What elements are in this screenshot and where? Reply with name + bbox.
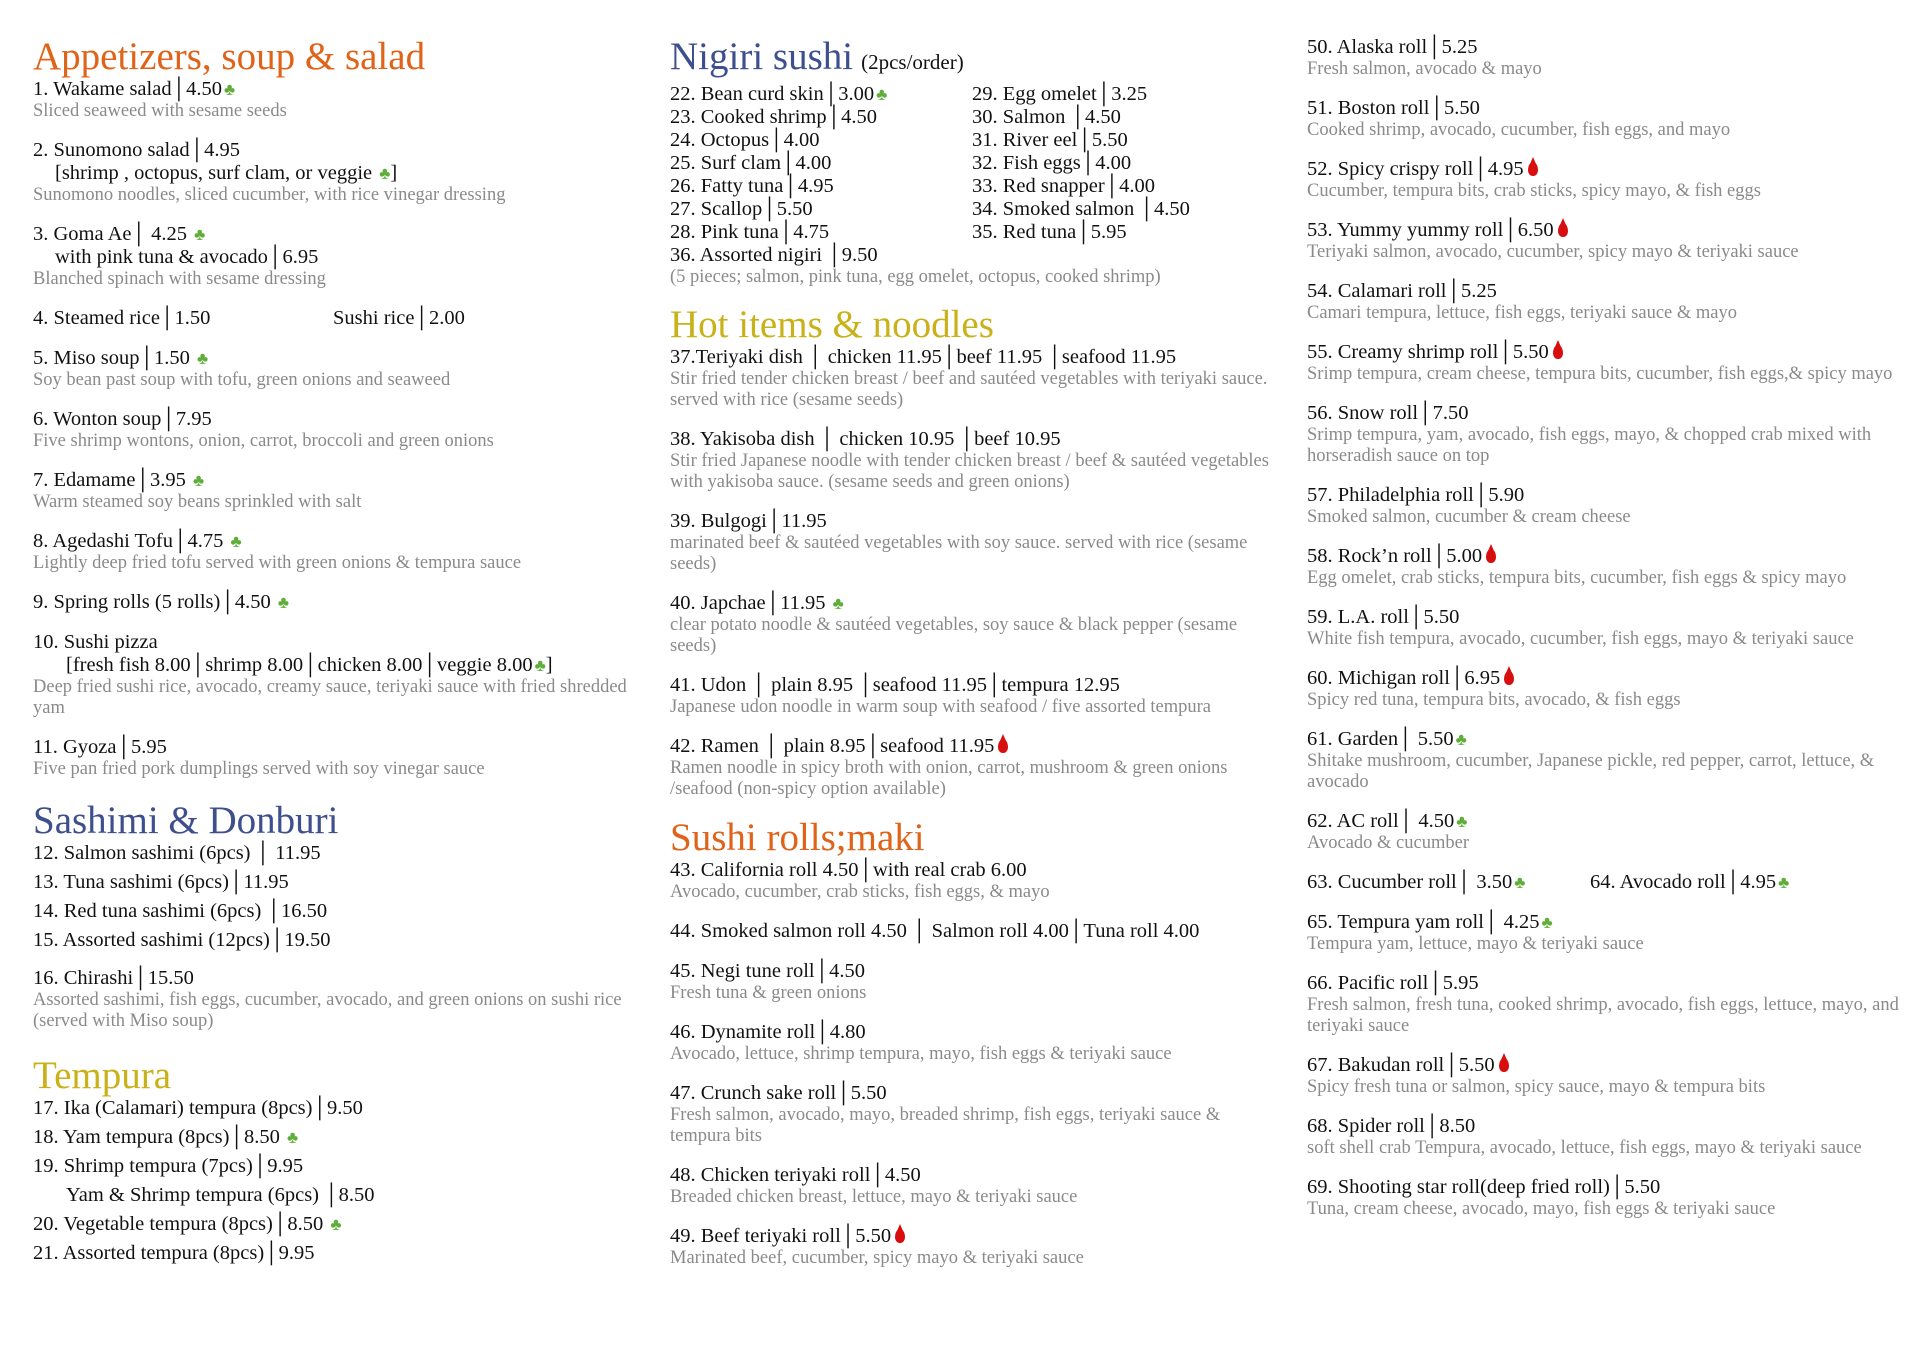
- menu-item: [1307, 341, 1907, 385]
- item-desc: Ramen noodle in spicy broth with onion, carrot, mushroom & green onions /seafood (non-spicy option available): [670, 758, 1228, 799]
- item-line: 35. Red tuna│5.95: [972, 221, 1127, 243]
- item-desc: marinated beef & sautéed vegetables with soy sauce. served with rice (sesame seeds): [670, 533, 1248, 574]
- menu-item: [670, 592, 1280, 657]
- item-line: 2. Sunomono salad│4.95: [33, 139, 240, 161]
- menu-item: [1307, 545, 1907, 589]
- menu-item: [33, 307, 633, 330]
- menu-item: [670, 674, 1280, 718]
- menu-item: [670, 1225, 1280, 1269]
- item-line: 51. Boston roll│5.50: [1307, 97, 1480, 119]
- item-desc: Sliced seaweed with sesame seeds: [33, 101, 287, 121]
- menu-item: [1307, 871, 1907, 894]
- menu-item: [1307, 484, 1907, 528]
- item-line: 9. Spring rolls (5 rolls)│4.50: [33, 591, 271, 613]
- menu-item: [670, 428, 1280, 493]
- item-line: 3. Goma Ae│ 4.25: [33, 223, 188, 245]
- item-subline: with pink tuna & avocado│6.95: [55, 246, 319, 268]
- item-desc: Smoked salmon, cucumber & cream cheese: [1307, 507, 1631, 527]
- item-line: 61. Garden│ 5.50: [1307, 728, 1454, 750]
- item-line: 29. Egg omelet│3.25: [972, 83, 1148, 105]
- item-desc: Srimp tempura, yam, avocado, fish eggs, mayo, & chopped crab mixed with horseradish sauce on top: [1307, 425, 1872, 466]
- menu-item: [670, 859, 1280, 903]
- section-title-nigiri: Nigiri sushi: [670, 35, 854, 78]
- club-icon: ♣: [286, 1128, 299, 1147]
- item-line: 37.Teriyaki dish │ chicken 11.95│beef 11.95 │seafood 11.95: [670, 346, 1177, 368]
- item-desc: Warm steamed soy beans sprinkled with salt: [33, 492, 362, 512]
- club-icon: ♣: [1778, 873, 1790, 892]
- column-left: [33, 36, 633, 1265]
- item-line: 34. Smoked salmon │4.50: [972, 198, 1190, 220]
- item-line: 41. Udon │ plain 8.95 │seafood 11.95│tempura 12.95: [670, 674, 1120, 696]
- menu-item: [1307, 1176, 1907, 1220]
- menu-item: [670, 346, 1280, 411]
- item-desc: Stir fried tender chicken breast / beef and sautéed vegetables with teriyaki sauce. served with rice (sesame seeds): [670, 369, 1268, 410]
- club-icon: ♣: [194, 225, 206, 244]
- item-line: 10. Sushi pizza: [33, 631, 158, 653]
- club-icon: ♣: [197, 349, 209, 368]
- menu-item: [33, 591, 633, 614]
- club-icon: ♣: [223, 80, 236, 99]
- item-line: 46. Dynamite roll│4.80: [670, 1021, 866, 1043]
- item-line: 56. Snow roll│7.50: [1307, 402, 1469, 424]
- item-line: 23. Cooked shrimp│4.50: [670, 106, 877, 128]
- item-line: 67. Bakudan roll│5.50: [1307, 1054, 1495, 1076]
- item-subline: [fresh fish 8.00│shrimp 8.00│chicken 8.00│veggie 8.00: [66, 654, 533, 676]
- item-line: 1. Wakame salad│4.50: [33, 78, 222, 100]
- item-desc: Avocado, cucumber, crab sticks, fish eggs, & mayo: [670, 882, 1050, 902]
- menu-item: [1307, 1054, 1907, 1098]
- section-subtitle-nigiri: (2pcs/order): [861, 50, 964, 74]
- menu-item: [1307, 97, 1907, 141]
- item-subline-tail: ]: [390, 162, 398, 184]
- item-line: 31. River eel│5.50: [972, 129, 1128, 151]
- menu-item: [1307, 972, 1907, 1037]
- section-title-tempura: Tempura: [33, 1054, 172, 1097]
- item-line: 52. Spicy crispy roll│4.95: [1307, 158, 1524, 180]
- item-line: 65. Tempura yam roll│ 4.25: [1307, 911, 1540, 933]
- item-line: 26. Fatty tuna│4.95: [670, 175, 834, 197]
- item-desc: Spicy fresh tuna or salmon, spicy sauce, mayo & tempura bits: [1307, 1077, 1766, 1097]
- item-line: 53. Yummy yummy roll│6.50: [1307, 219, 1554, 241]
- item-line: 50. Alaska roll│5.25: [1307, 36, 1478, 58]
- spicy-drop-icon: [1553, 345, 1563, 359]
- nigiri-grid: [670, 83, 1280, 244]
- club-icon: ♣: [379, 164, 391, 183]
- item-desc: Shitake mushroom, cucumber, Japanese pickle, red pepper, carrot, lettuce, & avocado: [1307, 751, 1875, 792]
- item-subline-tail: ]: [545, 654, 553, 676]
- item-line-b: Sushi rice│2.00: [333, 307, 465, 329]
- menu-item: [33, 736, 633, 780]
- club-icon: ♣: [1455, 730, 1467, 749]
- spicy-drop-icon: [1499, 1058, 1509, 1072]
- item-desc: Camari tempura, lettuce, fish eggs, teriyaki sauce & mayo: [1307, 303, 1737, 323]
- item-line: 7. Edamame│3.95: [33, 469, 186, 491]
- item-desc: Sunomono noodles, sliced cucumber, with rice vinegar dressing: [33, 185, 506, 205]
- item-line: 69. Shooting star roll(deep fried roll)│5.50: [1307, 1176, 1661, 1198]
- item-desc: Deep fried sushi rice, avocado, creamy sauce, teriyaki sauce with fried shredded yam: [33, 677, 627, 718]
- item-line: 28. Pink tuna│4.75: [670, 221, 830, 243]
- item-desc: Stir fried Japanese noodle with tender chicken breast / beef & sautéed vegetables with yakisoba sauce. (sesame seeds and green onions): [670, 451, 1269, 492]
- item-line: 5. Miso soup│1.50: [33, 347, 190, 369]
- menu-item: [670, 1021, 1280, 1065]
- item-line: 32. Fish eggs│4.00: [972, 152, 1132, 174]
- item-desc: clear potato noodle & sautéed vegetables, soy sauce & black pepper (sesame seeds): [670, 615, 1238, 656]
- item-desc: Marinated beef, cucumber, spicy mayo & teriyaki sauce: [670, 1248, 1084, 1268]
- menu-item: [670, 920, 1280, 943]
- item-desc: Assorted sashimi, fish eggs, cucumber, avocado, and green onions on sushi rice (served with Miso soup): [33, 990, 622, 1031]
- item-desc: Five shrimp wontons, onion, carrot, broccoli and green onions: [33, 431, 494, 451]
- item-desc: White fish tempura, avocado, cucumber, fish eggs, mayo & teriyaki sauce: [1307, 629, 1854, 649]
- club-icon: ♣: [1541, 913, 1553, 932]
- menu-item: [670, 1082, 1280, 1147]
- club-icon: ♣: [534, 656, 546, 675]
- item-line: 21. Assorted tempura (8pcs)│9.95: [33, 1242, 315, 1264]
- menu-item: [670, 510, 1280, 575]
- item-line: 42. Ramen │ plain 8.95│seafood 11.95: [670, 735, 995, 757]
- item-desc: Spicy red tuna, tempura bits, avocado, & fish eggs: [1307, 690, 1681, 710]
- item-line-b: 64. Avocado roll│4.95: [1590, 871, 1777, 893]
- item-desc: Cooked shrimp, avocado, cucumber, fish eggs, and mayo: [1307, 120, 1731, 140]
- item-line: 59. L.A. roll│5.50: [1307, 606, 1460, 628]
- spicy-drop-icon: [998, 739, 1008, 753]
- item-desc: Fresh tuna & green onions: [670, 983, 867, 1003]
- spicy-drop-icon: [1558, 223, 1568, 237]
- club-icon: ♣: [1456, 812, 1468, 831]
- item-desc: Japanese udon noodle in warm soup with seafood / five assorted tempura: [670, 697, 1211, 717]
- item-line: 49. Beef teriyaki roll│5.50: [670, 1225, 892, 1247]
- section-title-appetizers: Appetizers, soup & salad: [33, 35, 426, 78]
- item-line: 11. Gyoza│5.95: [33, 736, 167, 758]
- item-line: 20. Vegetable tempura (8pcs)│8.50: [33, 1213, 324, 1235]
- item-line: 33. Red snapper│4.00: [972, 175, 1156, 197]
- item-line: 4. Steamed rice│1.50: [33, 307, 211, 329]
- menu-item: [670, 1164, 1280, 1208]
- menu-item: [33, 408, 633, 452]
- menu-item: [1307, 667, 1907, 711]
- club-icon: ♣: [1514, 873, 1526, 892]
- item-desc: Soy bean past soup with tofu, green onions and seaweed: [33, 370, 451, 390]
- item-line: 38. Yakisoba dish │ chicken 10.95 │beef 10.95: [670, 428, 1061, 450]
- item-desc: Avocado, lettuce, shrimp tempura, mayo, fish eggs & teriyaki sauce: [670, 1044, 1172, 1064]
- spicy-drop-icon: [1504, 671, 1514, 685]
- item-line: 17. Ika (Calamari) tempura (8pcs)│9.50: [33, 1097, 363, 1119]
- item-line: 18. Yam tempura (8pcs)│8.50: [33, 1126, 280, 1148]
- item-line: 66. Pacific roll│5.95: [1307, 972, 1479, 994]
- item-line: 12. Salmon sashimi (6pcs) │ 11.95: [33, 842, 321, 864]
- spicy-drop-icon: [1486, 549, 1496, 563]
- menu-item: [33, 78, 633, 122]
- item-desc: Avocado & cucumber: [1307, 833, 1469, 853]
- section-title-sashimi: Sashimi & Donburi: [33, 799, 339, 842]
- item-line: 55. Creamy shrimp roll│5.50: [1307, 341, 1549, 363]
- spicy-drop-icon: [1528, 162, 1538, 176]
- item-subline: [shrimp , octopus, surf clam, or veggie: [55, 162, 373, 184]
- item-line: 6. Wonton soup│7.95: [33, 408, 212, 430]
- item-desc: Tuna, cream cheese, avocado, mayo, fish eggs & teriyaki sauce: [1307, 1199, 1776, 1219]
- club-icon: ♣: [330, 1215, 342, 1234]
- item-line: 48. Chicken teriyaki roll│4.50: [670, 1164, 921, 1186]
- item-desc: Teriyaki salmon, avocado, cucumber, spicy mayo & teriyaki sauce: [1307, 242, 1799, 262]
- item-desc: Fresh salmon, fresh tuna, cooked shrimp, avocado, fish eggs, lettuce, mayo, and teriyaki sauce: [1307, 995, 1899, 1036]
- menu-item: [33, 530, 633, 574]
- item-desc: soft shell crab Tempura, avocado, lettuce, fish eggs, mayo & teriyaki sauce: [1307, 1138, 1862, 1158]
- menu-item: [1307, 402, 1907, 467]
- item-line: 25. Surf clam│4.00: [670, 152, 832, 174]
- club-icon: ♣: [192, 471, 205, 490]
- menu-item: [1307, 911, 1907, 955]
- club-icon: ♣: [876, 85, 888, 104]
- menu-item: [33, 967, 633, 1032]
- item-line: 24. Octopus│4.00: [670, 129, 820, 151]
- item-desc: Fresh salmon, avocado & mayo: [1307, 59, 1542, 79]
- menu-item: [1307, 219, 1907, 263]
- item-line: 14. Red tuna sashimi (6pcs) │16.50: [33, 900, 328, 922]
- item-line: 68. Spider roll│8.50: [1307, 1115, 1476, 1137]
- item-line: 8. Agedashi Tofu│4.75: [33, 530, 224, 552]
- item-desc: Lightly deep fried tofu served with green onions & tempura sauce: [33, 553, 522, 573]
- item-line: 43. California roll 4.50│with real crab 6.00: [670, 859, 1027, 881]
- item-line: 57. Philadelphia roll│5.90: [1307, 484, 1525, 506]
- item-line: 44. Smoked salmon roll 4.50 │ Salmon roll 4.00│Tuna roll 4.00: [670, 920, 1200, 942]
- item-desc: Blanched spinach with sesame dressing: [33, 269, 326, 289]
- item-line: 47. Crunch sake roll│5.50: [670, 1082, 887, 1104]
- item-line: 13. Tuna sashimi (6pcs)│11.95: [33, 871, 289, 893]
- item-desc: Five pan fried pork dumplings served with soy vinegar sauce: [33, 759, 485, 779]
- item-line: 60. Michigan roll│6.95: [1307, 667, 1501, 689]
- menu-item: [1307, 606, 1907, 650]
- menu-item: [1307, 36, 1907, 80]
- item-desc: Cucumber, tempura bits, crab sticks, spicy mayo, & fish eggs: [1307, 181, 1761, 201]
- item-line: 16. Chirashi│15.50: [33, 967, 194, 989]
- item-line: 15. Assorted sashimi (12pcs)│19.50: [33, 929, 331, 951]
- menu-item: [33, 139, 633, 206]
- item-line: 19. Shrimp tempura (7pcs)│9.95: [33, 1155, 304, 1177]
- item-line: 39. Bulgogi│11.95: [670, 510, 827, 532]
- column-right: [1307, 36, 1907, 1237]
- item-line: 63. Cucumber roll│ 3.50: [1307, 871, 1513, 893]
- item-line: 22. Bean curd skin│3.00: [670, 83, 875, 105]
- item-desc: Tempura yam, lettuce, mayo & teriyaki sauce: [1307, 934, 1644, 954]
- menu-item: [1307, 158, 1907, 202]
- item-line: 27. Scallop│5.50: [670, 198, 813, 220]
- spicy-drop-icon: [895, 1229, 905, 1243]
- item-line: 40. Japchae│11.95: [670, 592, 826, 614]
- club-icon: ♣: [277, 593, 290, 612]
- item-line: 54. Calamari roll│5.25: [1307, 280, 1497, 302]
- item-desc: Egg omelet, crab sticks, tempura bits, cucumber, fish eggs & spicy mayo: [1307, 568, 1847, 588]
- item-desc: (5 pieces; salmon, pink tuna, egg omelet, octopus, cooked shrimp): [670, 267, 1161, 287]
- item-line: 36. Assorted nigiri │9.50: [670, 244, 878, 266]
- menu-item: [1307, 728, 1907, 793]
- item-desc: Srimp tempura, cream cheese, tempura bits, cucumber, fish eggs,& spicy mayo: [1307, 364, 1893, 384]
- club-icon: ♣: [832, 594, 844, 613]
- club-icon: ♣: [230, 532, 242, 551]
- menu-item: [33, 469, 633, 513]
- menu-item: [1307, 1115, 1907, 1159]
- menu-item: [33, 223, 633, 290]
- column-middle: [670, 36, 1280, 1286]
- item-line: 58. Rock’n roll│5.00: [1307, 545, 1483, 567]
- menu-item: [1307, 810, 1907, 854]
- menu-item: [670, 960, 1280, 1004]
- item-desc: Fresh salmon, avocado, mayo, breaded shrimp, fish eggs, teriyaki sauce & tempura bits: [670, 1105, 1221, 1146]
- section-title-hot: Hot items & noodles: [670, 303, 994, 346]
- item-line: Yam & Shrimp tempura (6pcs) │8.50: [66, 1184, 375, 1206]
- item-line: 62. AC roll│ 4.50: [1307, 810, 1455, 832]
- menu-item: [33, 347, 633, 391]
- menu-item: [670, 735, 1280, 800]
- menu-item: [1307, 280, 1907, 324]
- item-line: 30. Salmon │4.50: [972, 106, 1121, 128]
- item-line: 45. Negi tune roll│4.50: [670, 960, 866, 982]
- section-title-rolls: Sushi rolls;maki: [670, 816, 925, 859]
- menu-item: [33, 631, 633, 719]
- item-desc: Breaded chicken breast, lettuce, mayo & teriyaki sauce: [670, 1187, 1078, 1207]
